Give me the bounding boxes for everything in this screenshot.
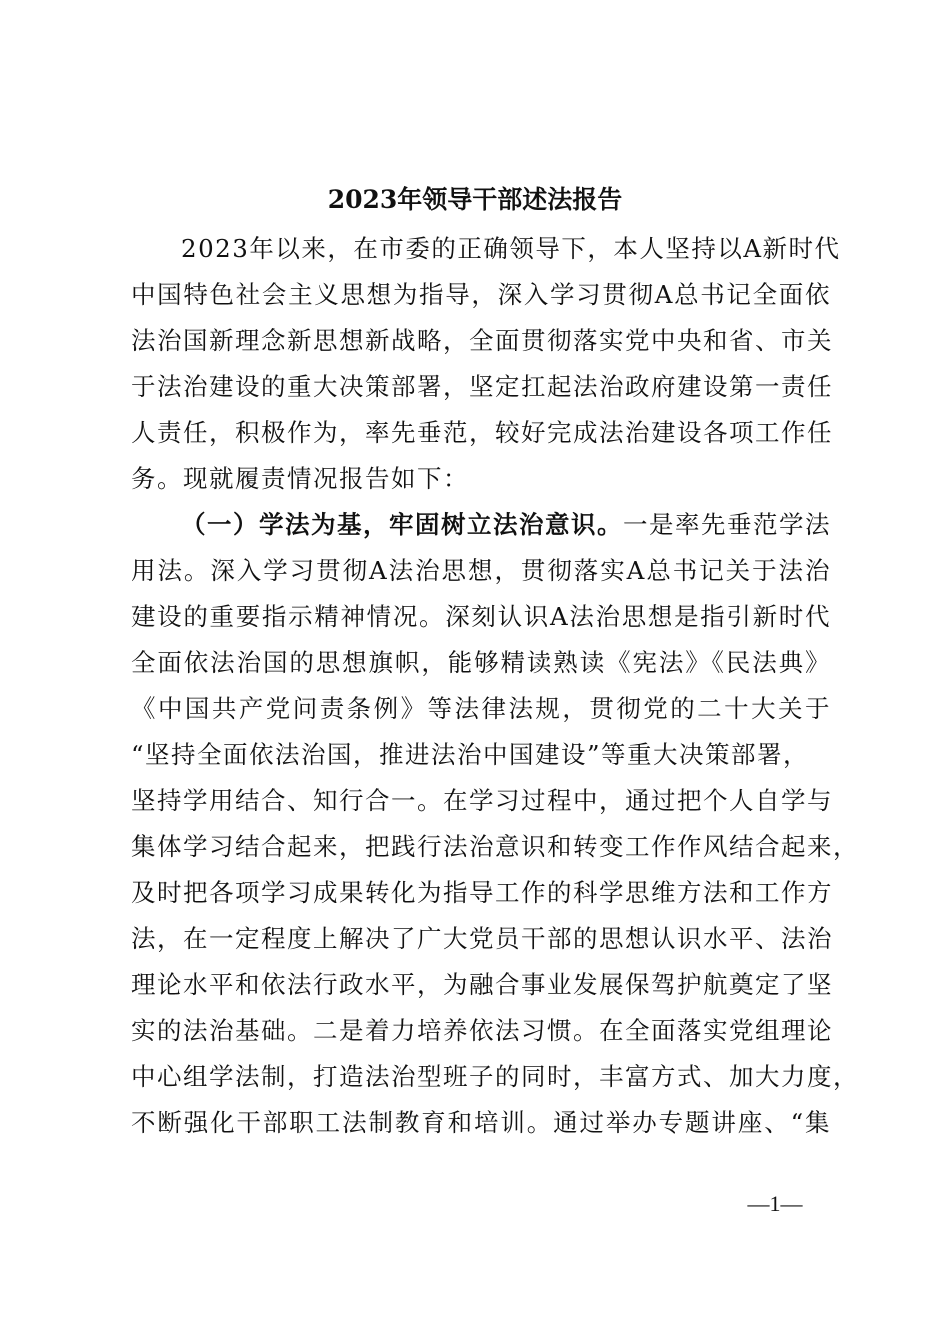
- paragraph-line: 法，在一定程度上解决了广大党员干部的思想认识水平、法治: [131, 924, 833, 953]
- paragraph-line: 2023年以来，在市委的正确领导下，本人坚持以A新时代: [181, 234, 841, 263]
- paragraph-line: 中心组学法制，打造法治型班子的同时，丰富方式、加大力度，: [131, 1062, 859, 1091]
- paragraph-line: 建设的重要指示精神情况。深刻认识A法治思想是指引新时代: [131, 602, 831, 631]
- paragraph-line: 法治国新理念新思想新战略，全面贯彻落实党中央和省、市关: [131, 326, 833, 355]
- section-heading-continuation: 一是率先垂范学法: [623, 510, 831, 539]
- section-heading: （一）学法为基，牢固树立法治意识。: [181, 510, 623, 539]
- paragraph-line: 务。现就履责情况报告如下：: [131, 464, 469, 493]
- paragraph-line: 实的法治基础。二是着力培养依法习惯。在全面落实党组理论: [131, 1016, 833, 1045]
- paragraph-line: 不断强化干部职工法制教育和培训。通过举办专题讲座、“集: [131, 1108, 831, 1137]
- paragraph-line: 理论水平和依法行政水平，为融合事业发展保驾护航奠定了坚: [131, 970, 833, 999]
- paragraph-line: 集体学习结合起来，把践行法治意识和转变工作作风结合起来，: [131, 832, 859, 861]
- section-heading-line: [181, 509, 831, 541]
- paragraph-line: 用法。深入学习贯彻A法治思想，贯彻落实A总书记关于法治: [131, 556, 831, 585]
- paragraph-line: 坚持学用结合、知行合一。在学习过程中，通过把个人自学与: [131, 786, 833, 815]
- paragraph-line: 及时把各项学习成果转化为指导工作的科学思维方法和工作方: [131, 878, 833, 907]
- paragraph-line: 于法治建设的重大决策部署，坚定扛起法治政府建设第一责任: [131, 372, 833, 401]
- paragraph-line: 全面依法治国的思想旗帜，能够精读熟读《宪法》《民法典》: [131, 648, 831, 677]
- paragraph-line: “坚持全面依法治国，推进法治中国建设”等重大决策部署，: [131, 740, 810, 769]
- paragraph-line: 中国特色社会主义思想为指导，深入学习贯彻A总书记全面依: [131, 280, 831, 309]
- page-number: —1—: [747, 1191, 803, 1216]
- paragraph-line: 人责任，积极作为，率先垂范，较好完成法治建设各项工作任: [131, 418, 833, 447]
- document-title: 2023年领导干部述法报告: [327, 185, 623, 214]
- paragraph-line: 《中国共产党问责条例》等法律法规，贯彻党的二十大关于: [131, 694, 831, 723]
